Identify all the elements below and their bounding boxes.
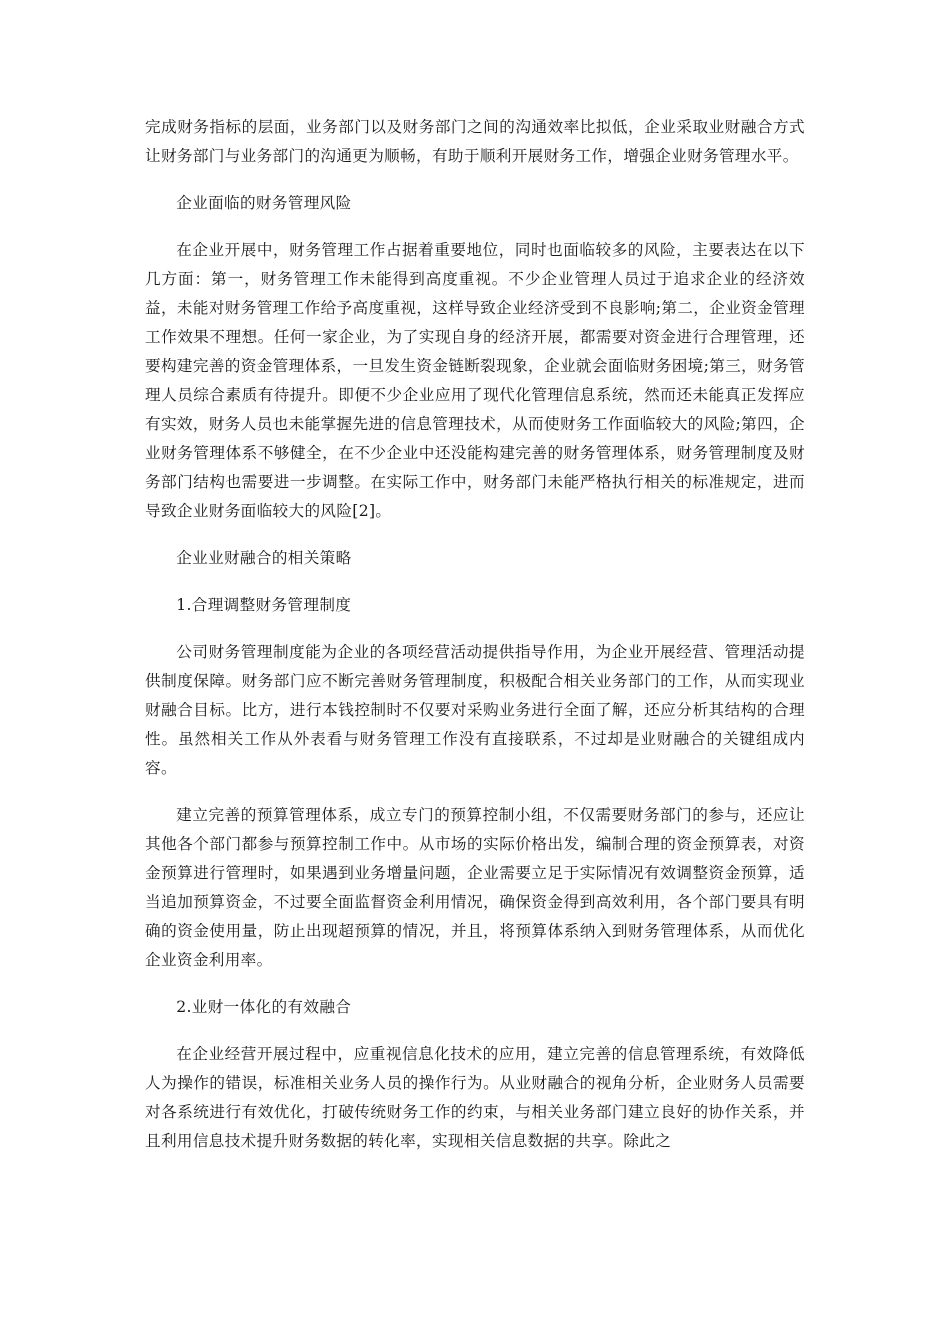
subheading-integration: 2.业财一体化的有效融合 (176, 998, 352, 1016)
paragraph-budget-system: 建立完善的预算管理体系，成立专门的预算控制小组，不仅需要财务部门的参与，还应让其他各个部门都参与预算控制工作中。从市场的实际价格出发，编制合理的资金预算表，对资金预算进行管理时，如果遇到业务增量问题，企业需要立足于实际情况有效调整资金预算，适当追加预算资金，不过要全面监督资金利用情况，确保资金得到高效利用，各个部门要具有明确的资金使用量，防止出现超预算的情况，并且，将预算体系纳入到财务管理体系，从而优化企业资金利用率。 (145, 806, 805, 969)
paragraph-management-system: 公司财务管理制度能为企业的各项经营活动提供指导作用，为企业开展经营、管理活动提供制度保障。财务部门应不断完善财务管理制度，积极配合相关业务部门的工作，从而实现业财融合目标。比方，进行本钱控制时不仅要对采购业务进行全面了解，还应分析其结构的合理性。虽然相关工作从外表看与财务管理工作没有直接联系，不过却是业财融合的关键组成内容。 (145, 643, 805, 777)
document-page (145, 113, 805, 1174)
subheading-adjust-system: 1.合理调整财务管理制度 (176, 596, 352, 614)
paragraph-risk-details: 在企业开展中，财务管理工作占据着重要地位，同时也面临较多的风险，主要表达在以下几方面：第一，财务管理工作未能得到高度重视。不少企业管理人员过于追求企业的经济效益，未能对财务管理工作给予高度重视，这样导致企业经济受到不良影响;第二，企业资金管理工作效果不理想。任何一家企业，为了实现自身的经济开展，都需要对资金进行合理管理，还要构建完善的资金管理体系，一旦发生资金链断裂现象，企业就会面临财务困境;第三，财务管理人员综合素质有待提升。即便不少企业应用了现代化管理信息系统，然而还未能真正发挥应有实效，财务人员也未能掌握先进的信息管理技术，从而使财务工作面临较大的风险;第四，企业财务管理体系不够健全，在不少企业中还没能构建完善的财务管理体系，财务管理制度及财务部门结构也需要进一步调整。在实际工作中，财务部门未能严格执行相关的标准规定，进而导致企业财务面临较大的风险[2]。 (145, 241, 805, 520)
paragraph-information-system: 在企业经营开展过程中，应重视信息化技术的应用，建立完善的信息管理系统，有效降低人为操作的错误，标准相关业务人员的操作行为。从业财融合的视角分析，企业财务人员需要对各系统进行有效优化，打破传统财务工作的约束，与相关业务部门建立良好的协作关系，并且利用信息技术提升财务数据的转化率，实现相关信息数据的共享。除此之 (145, 1045, 805, 1150)
paragraph-intro-continued: 完成财务指标的层面，业务部门以及财务部门之间的沟通效率比拟低，企业采取业财融合方式让财务部门与业务部门的沟通更为顺畅，有助于顺利开展财务工作，增强企业财务管理水平。 (145, 118, 805, 165)
section-heading-financial-risk: 企业面临的财务管理风险 (176, 194, 352, 212)
section-heading-strategies: 企业业财融合的相关策略 (176, 549, 352, 567)
